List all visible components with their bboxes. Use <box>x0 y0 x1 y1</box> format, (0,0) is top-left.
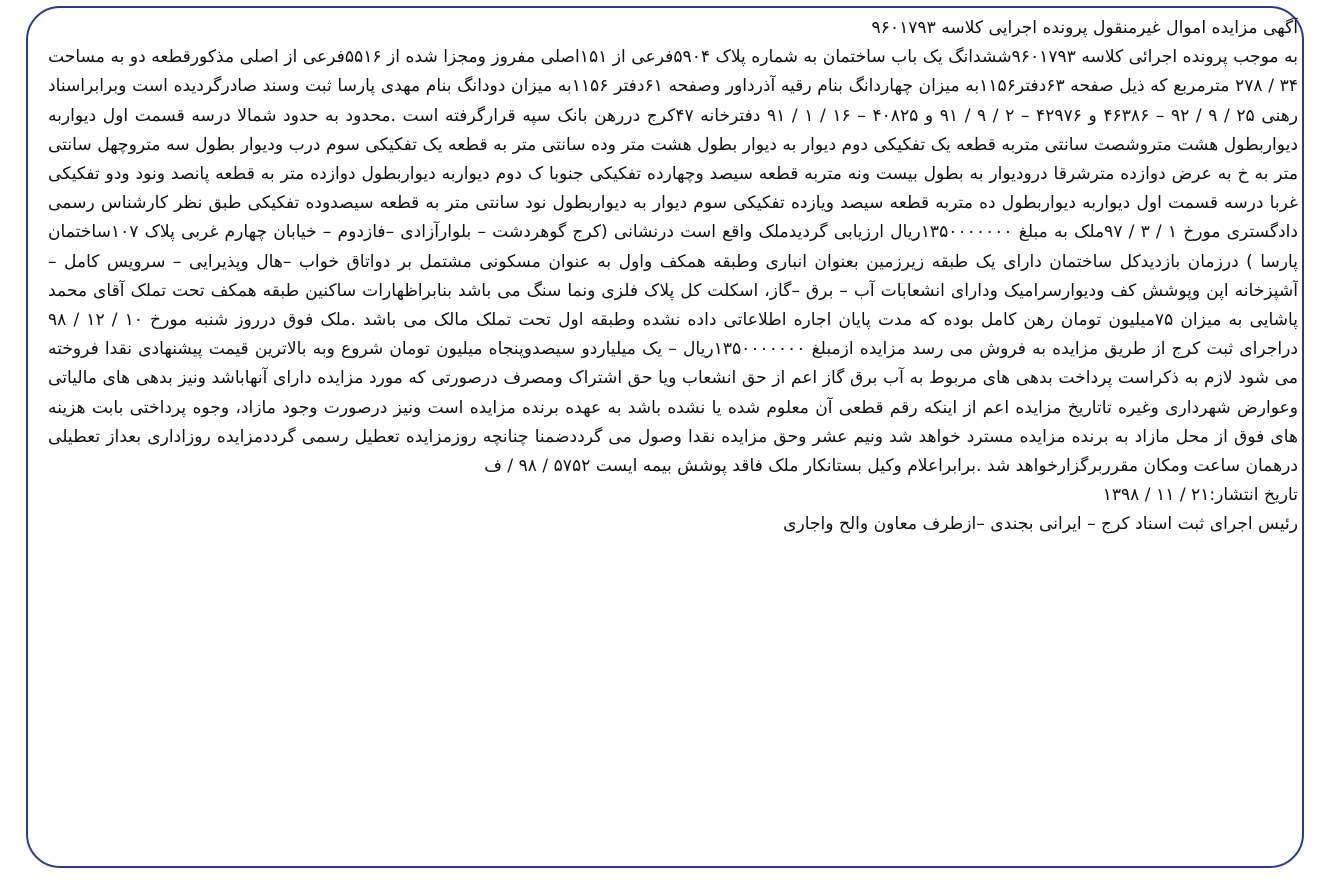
notice-body: به موجب پرونده اجرائی کلاسه ۹۶۰۱۷۹۳ششدانگ یک باب ساختمان به شماره پلاک ۵۹۰۴فرعی از ۱۵۱اصلی مفروز ومجزا شده از ۵۵۱۶فرعی از اصلی مذکورقطعه دو به مساحت ۳۴ / ۲۷۸ مترمربع که ذیل صفحه ۶۳دفتر۱۱۵۶به میزان چهاردانگ بنام رقیه آذرداور وصفحه ۶۱دفتر ۱۱۵۶به میزان دودانگ بنام مهدی پارسا ثبت وسند صادرگردیده است وبرابراسناد رهنی ۲۵ / ۹ / ۹۲ – ۴۶۳۸۶ و ۴۲۹۷۶ – ۲ / ۹ / ۹۱ و ۴۰۸۲۵ – ۱۶ / ۱ / ۹۱ دفترخانه ۴۷کرج دررهن بانک سپه قرارگرفته است .محدود به حدود شمالا درسه قسمت اول دیواربه دیواربطول هشت متروشصت سانتی متربه قطعه یک تفکیکی دوم دیوار به دیوار بطول هشت متر وده سانتی متر به قطعه یک تفکیکی سوم درب ودیوار بطول سه متروچهل سانتی متر به خ به عرض دوازده مترشرقا درودیوار به بطول بیست ونه متربه قطعه سیصد وچهارده تفکیکی جنوبا ک دوم دیواربه دیواربطول دوازده متر به قطعه پانصد ونود ودو تفکیکی غربا درسه قسمت اول دیواربه دیواربطول ده متربه قطعه سیصد ویازده تفکیکی سوم دیوار به دیواربطول نود سانتی متر به قطعه سیصدوده تفکیکی طبق نظر کارشناس رسمی دادگستری مورخ ۱ / ۳ / ۹۷ملک به مبلغ ۱۳۵۰۰۰۰۰۰۰ریال ارزیابی گردیدملک واقع است درنشانی (کرج گوهردشت – بلوارآزادی –فازدوم – خیابان چهارم غربی پلاک ۱۰۷ساختمان پارسا ) درزمان بازدیدکل ساختمان دارای یک طبقه زیرزمین بعنوان انباری وطبقه همکف واول به عنوان مسکونی مشتمل بر دواتاق خواب –هال وپذیرایی – سرویس کامل – آشپزخانه اپن وپوشش کف ودیوارسرامیک ودارای انشعابات آب – برق –گاز، اسکلت کل پلاک فلزی ونما سنگ می باشد بنابراظهارات ساکنین طبقه همکف تحت تملک آقای محمد پاشایی به میزان ۷۵میلیون تومان رهن کامل بوده که مدت پایان اجاره اطلاعاتی داده نشده وطبقه اول تحت تملک مالک می باشد .ملک فوق درروز شنبه مورخ ۱۰ / ۱۲ / ۹۸ دراجرای ثبت کرج از طریق مزایده به فروش می رسد مزایده ازمبلغ ۱۳۵۰۰۰۰۰۰۰ریال – یک میلیاردو سیصدوپنجاه میلیون تومان شروع وبه بالاترین قیمت پیشنهادی نقدا فروخته می شود لازم به ذکراست پرداخت بدهی های مربوط به آب برق گاز اعم از حق انشعاب ویا حق اشتراک ومصرف درصورتی که مورد مزایده دارای آنهاباشد ونیز بدهی های مالیاتی وعوارض شهرداری وغیره تاتاریخ مزایده اعم از اینکه رقم قطعی آن معلوم شده یا نشده باشد به عهده برنده مزایده است ونیز درصورت وجود مازاد، وجوه پرداختی بابت هزینه های فوق از محل مازاد به برنده مزایده مسترد خواهد شد ونیم عشر وحق مزایده نقدا وصول می گرددضمنا چنانچه روزمزایده تعطیل رسمی گرددمزایده روزاداری بعداز تعطیلی درهمان ساعت ومکان مقرربرگزارخواهد شد .برابراعلام وکیل بستانکار ملک فاقد پوشش بیمه ایست ۵۷۵۲ / ۹۸ / ف <box>48 47 1298 477</box>
signature-line: رئیس اجرای ثبت اسناد کرج – ایرانی بجندی –ازطرف معاون والح واجاری <box>783 514 1298 535</box>
notice-title: آگهی مزایده اموال غیرمنقول پرونده اجرایی کلاسه ۹۶۰۱۷۹۳ <box>871 18 1298 38</box>
publish-date: تاریخ انتشار:۲۱ / ۱۱ / ۱۳۹۸ <box>1102 485 1298 506</box>
notice-content <box>48 14 1298 834</box>
